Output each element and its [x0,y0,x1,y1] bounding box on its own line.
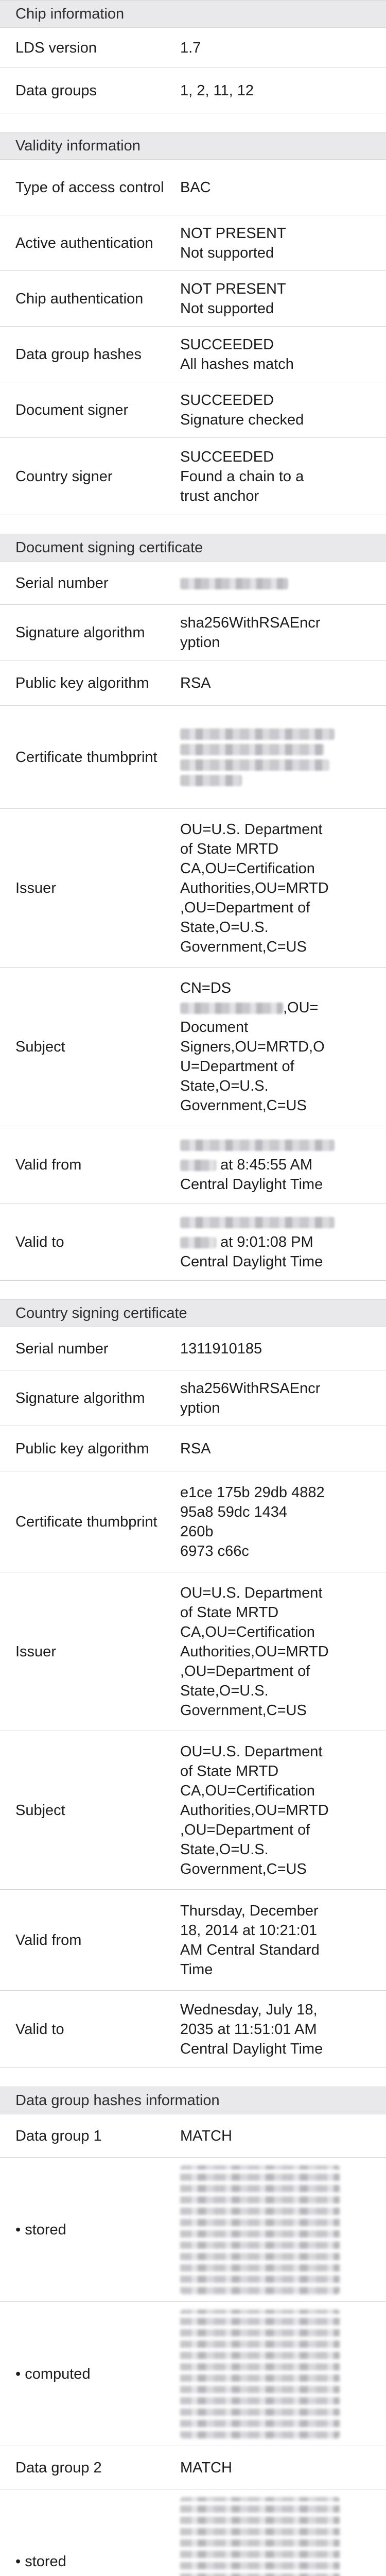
section-header-data-group-hashes-information [0,2087,386,2114]
row-label: Serial number [15,1340,109,1357]
value-line: Authorities,OU=MRTD [180,1802,329,1819]
row-value [180,447,386,506]
value-line: CA,OU=Certification [180,1782,315,1799]
redaction-blur [180,1237,216,1248]
value-line: CA,OU=Certification [180,1623,315,1640]
redacted-value [180,2165,386,2294]
value-line: Government,C=US [180,1097,307,1114]
row-value [180,1742,386,1879]
value-text: at 9:01:08 PM [220,1233,313,1250]
value-line: sha256WithRSAEncr [180,614,321,631]
row-public-key-algorithm [0,660,386,706]
value-line: 18, 2014 at 10:21:01 [180,1922,318,1939]
value-line: OU=U.S. Department [180,1743,323,1760]
value-line: Thursday, December [180,1902,319,1919]
value-line: 6973 c66c [180,1543,249,1560]
row-value: MATCH [180,2127,232,2144]
value-line: Government,C=US [180,1860,307,1877]
value-line: ,OU=Department of [180,1821,310,1838]
row-value: 1.7 [180,39,201,56]
value-line: OU=U.S. Department [180,1584,323,1601]
row-label: Data groups [15,82,97,99]
value-line: sha256WithRSAEncr [180,1380,321,1397]
row-label: Issuer [15,1643,56,1660]
row-label: Valid to [15,2021,64,2038]
redaction-blur [180,2165,340,2294]
value-line: U=Department of [180,1058,294,1075]
value-line: of State MRTD [180,1762,279,1780]
row-signature-algorithm [0,605,386,660]
row-valid-to [0,1204,386,1281]
row-label: • stored [15,2221,66,2238]
section-header-validity-information [0,132,386,160]
row-label: Data group hashes [15,346,142,363]
row-data-groups [0,68,386,113]
row-label: Certificate thumbprint [15,1513,157,1530]
value-line: 260b [180,1523,214,1540]
redaction-blur [180,2310,340,2438]
value-line: OU=U.S. Department [180,821,323,838]
section-header-country-signing-certificate [0,1299,386,1327]
redaction-blur [180,775,242,786]
value-line: State,O=U.S. [180,919,269,936]
row-value [180,1379,386,1418]
row-value [180,1483,386,1561]
value-line: AM Central Standard [180,1941,320,1958]
row-label: Signature algorithm [15,624,145,641]
value-line: Government,C=US [180,938,307,955]
value-line: 95a8 59dc 1434 [180,1503,288,1520]
row-label: Data group 2 [15,2459,102,2476]
redaction-blur [180,728,335,740]
redacted-value [180,2497,386,2576]
row-label: Subject [15,1038,65,1055]
row-value: RSA [180,674,211,691]
row-value [180,2000,386,2059]
row-label: Subject [15,1802,65,1819]
row-label: • stored [15,2553,66,2570]
value-line: e1ce 175b 29db 4882 [180,1484,325,1501]
row-data-group-hashes [0,327,386,382]
value-line: State,O=U.S. [180,1841,269,1858]
row-label: Valid from [15,1156,82,1173]
row-label: Document signer [15,401,129,418]
row-label: Active authentication [15,234,153,251]
value-text: ,OU= [283,999,319,1016]
row-label: Valid from [15,1931,82,1948]
value-line: Authorities,OU=MRTD [180,879,329,896]
row-value [180,820,386,957]
section-spacer [0,1281,386,1299]
row-label: Valid to [15,1233,64,1250]
value-line: SUCCEEDED [180,336,274,353]
row-valid-from [0,1126,386,1204]
section-title: Data group hashes information [15,2092,220,2109]
row-label: Signature algorithm [15,1389,145,1406]
section-title: Chip information [15,5,125,22]
value-line: Not supported [180,244,274,261]
value-line: Government,C=US [180,1702,307,1719]
row-issuer [0,1572,386,1731]
row-value [180,613,386,652]
value-line: Central Daylight Time [180,2040,323,2057]
value-line: State,O=U.S. [180,1077,269,1094]
row-serial-number [0,1327,386,1370]
value-line [180,998,376,1018]
section-title: Validity information [15,137,141,154]
row-subject [0,968,386,1126]
row-label: Country signer [15,468,113,485]
section-spacer [0,113,386,132]
row-value: 1311910185 [180,1340,262,1357]
row-value: RSA [180,1440,211,1457]
row-value [180,978,386,1115]
value-line: of State MRTD [180,1604,279,1621]
value-line: Signature checked [180,411,304,428]
redacted-value [180,724,386,790]
redaction-blur [180,1003,283,1014]
value-line: State,O=U.S. [180,1682,269,1699]
row-certificate-thumbprint [0,706,386,809]
row-data-group-1 [0,2114,386,2158]
redacted-value [180,573,386,593]
row-label: LDS version [15,39,97,56]
value-line: Document [180,1019,249,1036]
row-public-key-algorithm [0,1426,386,1471]
row-label: • computed [15,2365,91,2382]
value-line: NOT PRESENT [180,280,286,297]
section-title: Document signing certificate [15,539,203,556]
value-line: of State MRTD [180,840,279,857]
row-value: 1, 2, 11, 12 [180,82,254,99]
section-header-document-signing-certificate [0,534,386,562]
row-country-signer [0,438,386,515]
value-line: Found a chain to a [180,468,304,485]
value-line: 2035 at 11:51:01 AM [180,2021,317,2038]
row-certificate-thumbprint [0,1471,386,1572]
value-line: yption [180,1399,220,1416]
redaction-blur [180,744,324,755]
row-document-signer [0,382,386,438]
row-label: Public key algorithm [15,1440,149,1457]
row-value: MATCH [180,2459,232,2476]
value-line: Signers,OU=MRTD,O [180,1038,325,1055]
row-value [180,224,386,263]
row-data-group-2 [0,2446,386,2489]
value-line [180,1155,376,1175]
row-stored-hash [0,2158,386,2302]
value-line: NOT PRESENT [180,225,286,242]
row-value [180,335,386,374]
value-line: Time [180,1961,213,1978]
redaction-blur [180,1140,335,1151]
redaction-blur [180,1217,335,1228]
row-chip-authentication [0,271,386,327]
row-value: BAC [180,179,211,196]
redacted-value [180,2310,386,2438]
row-label: Certificate thumbprint [15,749,157,766]
value-line: CN=DS [180,979,232,996]
row-value [180,1136,386,1194]
value-line: Central Daylight Time [180,1176,323,1193]
redaction-blur [180,2497,340,2576]
value-text: at 8:45:55 AM [220,1156,313,1173]
value-line: All hashes match [180,355,294,372]
row-lds-version [0,28,386,68]
value-line: trust anchor [180,487,259,504]
redaction-blur [180,578,288,589]
row-active-authentication [0,215,386,271]
value-line: Wednesday, July 18, [180,2001,318,2018]
section-spacer [0,2068,386,2087]
row-label: Data group 1 [15,2127,102,2144]
row-valid-from [0,1890,386,1991]
row-stored-hash [0,2489,386,2576]
row-label: Serial number [15,574,109,591]
row-label: Issuer [15,879,56,896]
row-signature-algorithm [0,1370,386,1426]
section-header-chip-information [0,0,386,28]
section-title: Country signing certificate [15,1304,187,1321]
redaction-blur [180,1160,216,1171]
row-value [180,279,386,318]
row-value [180,1213,386,1272]
row-subject [0,1731,386,1890]
row-label: Chip authentication [15,290,144,307]
value-line: yption [180,634,220,651]
row-serial-number [0,562,386,605]
row-computed-hash [0,2302,386,2446]
value-line: CA,OU=Certification [180,860,315,877]
value-line: Authorities,OU=MRTD [180,1643,329,1660]
value-line: SUCCEEDED [180,392,274,409]
value-line: ,OU=Department of [180,899,310,916]
redaction-blur [180,759,329,771]
value-line: Not supported [180,300,274,317]
section-spacer [0,515,386,534]
value-line: ,OU=Department of [180,1663,310,1680]
row-value [180,1901,386,1979]
value-line: Central Daylight Time [180,1253,323,1270]
value-line [180,1232,376,1252]
row-issuer [0,809,386,968]
value-line: SUCCEEDED [180,448,274,465]
row-type-of-access-control [0,160,386,215]
row-label: Type of access control [15,179,164,196]
row-value [180,1583,386,1720]
row-label: Public key algorithm [15,674,149,691]
row-value [180,391,386,430]
row-valid-to [0,1991,386,2068]
